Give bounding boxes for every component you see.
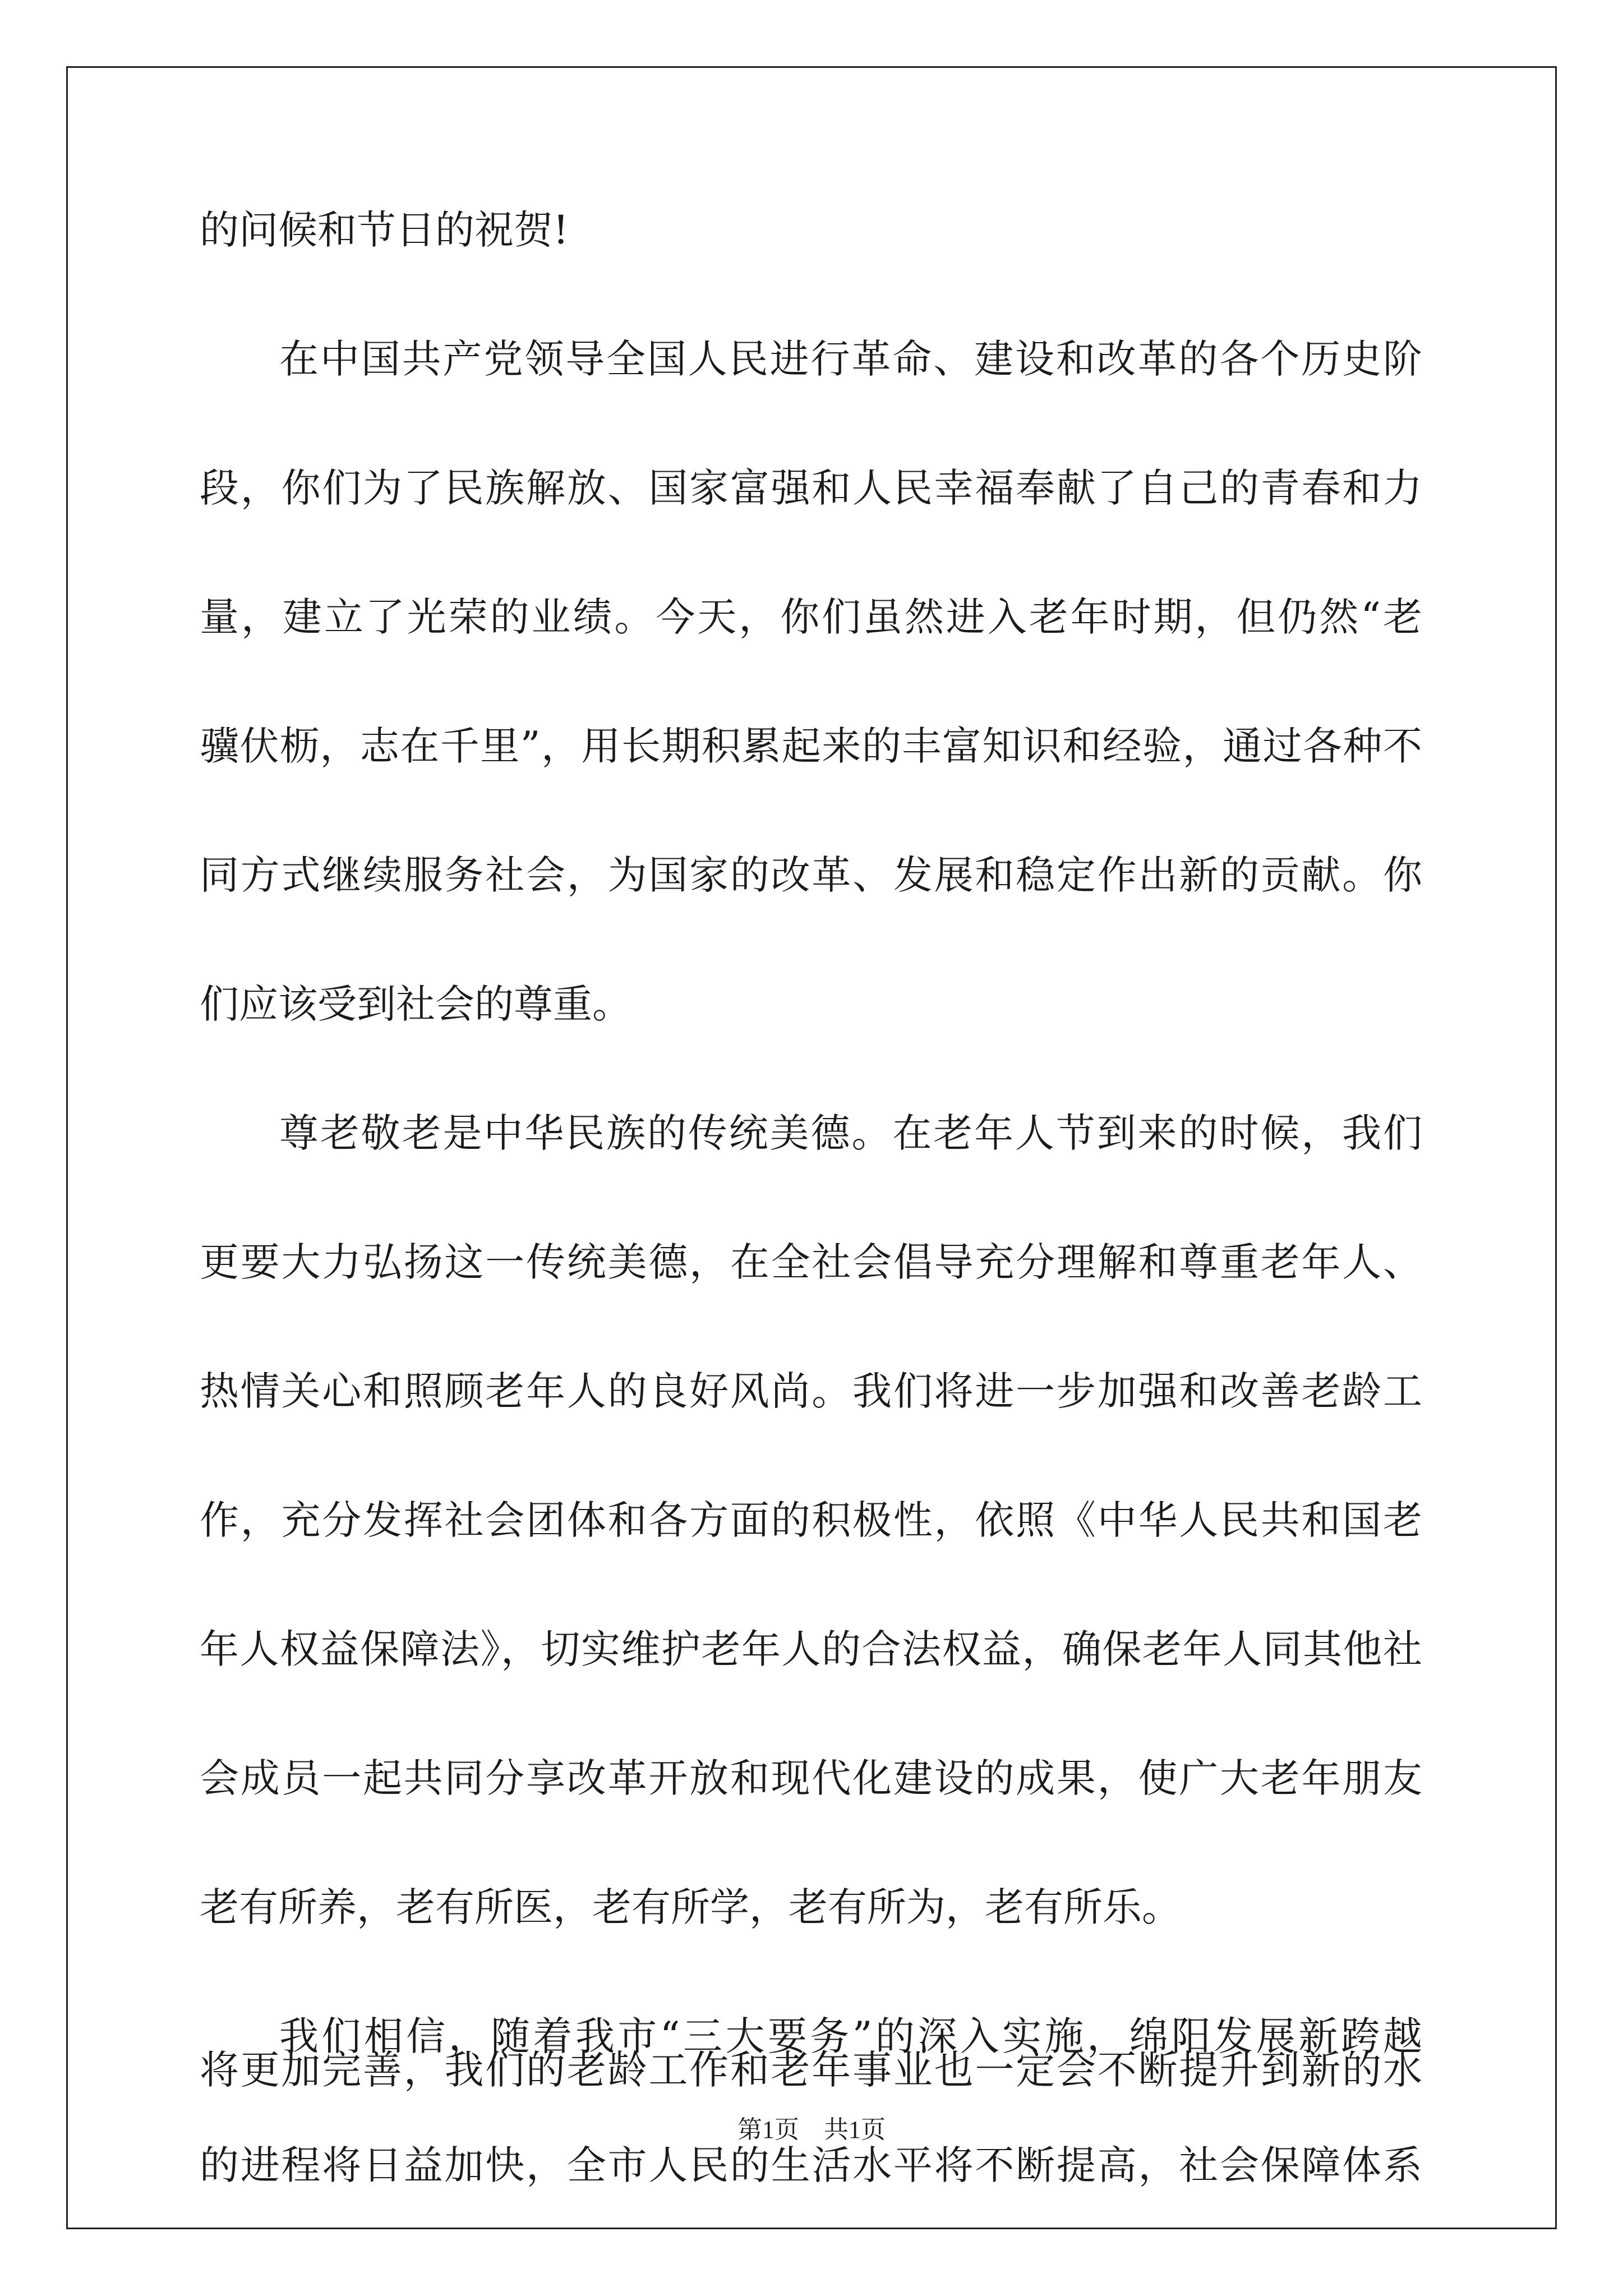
text-line: 们应该受到社会的尊重。 — [200, 981, 631, 1027]
text-line: 作，充分发挥社会团体和各方面的积极性，依照《中华人民共和国老 — [200, 1497, 1422, 1543]
text-line: 将更加完善，我们的老龄工作和老年事业也一定会不断提升到新的水 — [200, 2047, 1422, 2093]
paragraph-first-line: 我们相信，随着我市“三大要务”的深入实施，绵阳发展新跨越 — [279, 2013, 1422, 2059]
text-line: 的进程将日益加快，全市人民的生活水平将不断提高，社会保障体系 — [200, 2142, 1422, 2188]
page-number: 第1页 共1页 — [737, 2116, 886, 2143]
paragraph-first-line: 在中国共产党领导全国人民进行革命、建设和改革的各个历史阶 — [279, 336, 1422, 382]
text-line: 段，你们为了民族解放、国家富强和人民幸福奉献了自己的青春和力 — [200, 465, 1422, 511]
text-line: 同方式继续服务社会，为国家的改革、发展和稳定作出新的贡献。你 — [200, 852, 1422, 898]
text-line: 会成员一起共同分享改革开放和现代化建设的成果，使广大老年朋友 — [200, 1755, 1422, 1801]
text-line: 年人权益保障法》，切实维护老年人的合法权益，确保老年人同其他社 — [200, 1626, 1422, 1672]
text-line: 更要大力弘扬这一传统美德，在全社会倡导充分理解和尊重老年人、 — [200, 1239, 1422, 1285]
text-line: 热情关心和照顾老年人的良好风尚。我们将进一步加强和改善老龄工 — [200, 1368, 1422, 1414]
text-line: 骥伏枥，志在千里”，用长期积累起来的丰富知识和经验，通过各种不 — [200, 723, 1422, 769]
text-line: 量，建立了光荣的业绩。今天，你们虽然进入老年时期，但仍然“老 — [200, 594, 1422, 640]
text-line: 的问候和节日的祝贺! — [200, 207, 569, 253]
paragraph-first-line: 尊老敬老是中华民族的传统美德。在老年人节到来的时候，我们 — [279, 1110, 1422, 1156]
text-line: 老有所养，老有所医，老有所学，老有所为，老有所乐。 — [200, 1884, 1181, 1930]
